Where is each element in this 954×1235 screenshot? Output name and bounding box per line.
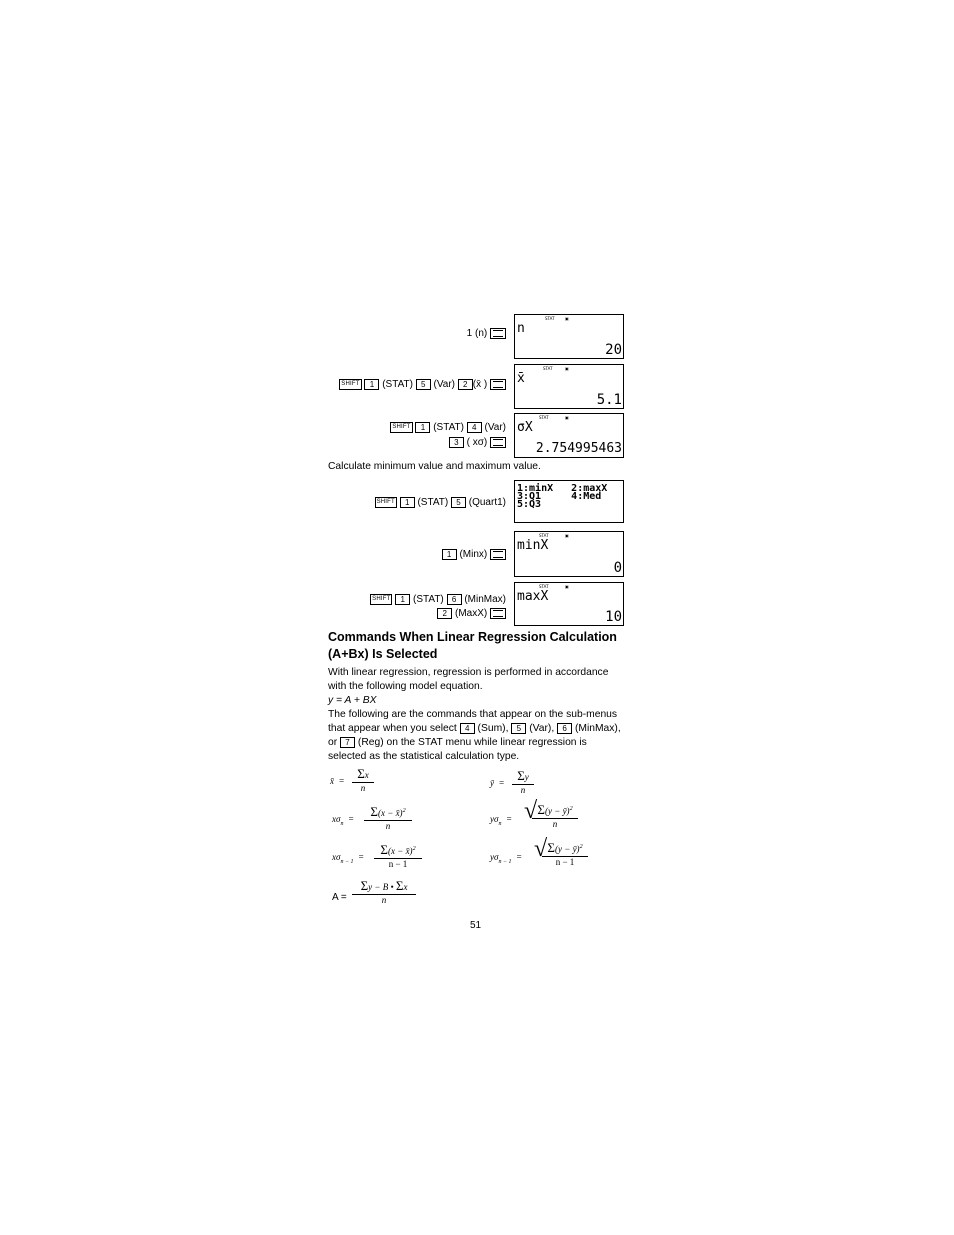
key-1: 1 — [442, 549, 457, 560]
step-label: (Var) — [484, 422, 506, 433]
step-sigma — [390, 421, 506, 434]
para-text: (Sum), — [477, 723, 509, 734]
cursor-indicator: ▣ — [565, 415, 569, 420]
lcd-screen-minx — [514, 531, 624, 577]
key-6: 6 — [557, 723, 572, 734]
step-label: (MaxX) — [454, 608, 488, 619]
key-2: 2 — [458, 379, 473, 390]
formula-ysigma-n1: $y\sigma_{n - 1}$ = √ $\frac{\Sigma(y - ȳ)^2}{n - 1}$ — [490, 838, 630, 874]
section-heading: Commands When Linear Regression Calculation (A+Bx) Is Selected — [328, 630, 617, 661]
key-5: 5 — [511, 723, 526, 734]
step-mean — [339, 378, 506, 391]
formula-xsigma-n: $x\sigma_n$ = $\frac{\Sigma(x - x̄)^2}{n}$ — [332, 804, 472, 836]
lcd-screen-n — [514, 314, 624, 359]
step-label: (Var) — [433, 379, 455, 390]
shift-key: SHIFT — [370, 594, 392, 605]
step-label: (Minx) — [459, 549, 488, 560]
lcd-expression: maxX — [517, 589, 549, 604]
stat-indicator: STAT — [539, 584, 549, 589]
formula-A: A = $\frac{\Sigma y - B • \Sigma x}{n}$ — [332, 878, 472, 910]
step-label: (STAT) — [417, 497, 449, 508]
lcd-result: 0 — [613, 560, 622, 576]
step-quart — [375, 496, 506, 509]
stat-indicator: STAT — [543, 366, 553, 371]
lcd-screen-maxx — [514, 582, 624, 626]
step-label: ( xσ) — [466, 437, 488, 448]
page-number: 51 — [470, 920, 482, 931]
lcd-menu: 1:minX 2:maxX 3:Q1 4:Med 5:Q3 — [517, 483, 608, 510]
step-label: (x̄ ) — [472, 379, 488, 390]
stat-indicator: STAT — [539, 415, 549, 420]
lcd-expression: σX — [517, 420, 533, 435]
stat-indicator: STAT — [539, 533, 549, 538]
key-4: 4 — [467, 422, 482, 433]
lcd-result: 10 — [605, 609, 622, 625]
para-text: (Reg) on the STAT menu while linear regression is selected as the statistical calculation type. — [328, 737, 587, 762]
step-label: 1 (n) — [466, 328, 488, 339]
shift-key: SHIFT — [390, 422, 412, 433]
key-3: 3 — [449, 437, 464, 448]
commands-paragraph — [328, 708, 628, 764]
lcd-screen-mean — [514, 364, 624, 409]
key-1: 1 — [400, 497, 415, 508]
shift-key: SHIFT — [375, 497, 397, 508]
lcd-result: 20 — [605, 342, 622, 358]
key-1: 1 — [415, 422, 430, 433]
key-5: 5 — [416, 379, 431, 390]
para-text: (Var), — [529, 723, 555, 734]
lcd-expression: x̄ — [517, 371, 525, 386]
key-7: 7 — [340, 737, 355, 748]
step-label: (STAT) — [433, 422, 464, 433]
key-2: 2 — [437, 608, 452, 619]
step-label: (Quart1) — [468, 497, 506, 508]
lcd-expression: n — [517, 321, 525, 336]
cursor-indicator: ▣ — [565, 366, 569, 371]
equals-key — [490, 379, 506, 390]
key-4: 4 — [460, 723, 475, 734]
step-sigma-2 — [449, 436, 506, 449]
lcd-screen-menu — [514, 480, 624, 523]
key-1: 1 — [364, 379, 379, 390]
step-n — [467, 327, 506, 340]
para-text: The following are the commands that appear on the sub-menus that appear when you select — [328, 709, 618, 734]
key-5: 5 — [451, 497, 466, 508]
equals-key — [490, 608, 506, 619]
shift-key: SHIFT — [339, 379, 361, 390]
step-maxx — [370, 593, 506, 606]
equals-key — [490, 437, 506, 448]
lcd-result: 2.754995463 — [535, 441, 622, 456]
step-maxx-2 — [437, 607, 506, 620]
equals-key — [490, 328, 506, 339]
key-1: 1 — [395, 594, 410, 605]
formula-xsigma-n1: $x\sigma_{n - 1}$ = $\frac{\Sigma(x - x̄)^2}{n - 1}$ — [332, 842, 472, 874]
para-text: (MinMax), or — [328, 723, 621, 748]
cursor-indicator: ▣ — [565, 584, 569, 589]
lcd-screen-sigma — [514, 413, 624, 458]
stat-indicator: STAT — [545, 316, 555, 321]
formula-ybar: ȳ = $\frac{\Sigma y}{n}$ — [490, 770, 630, 798]
equals-key — [490, 549, 506, 560]
model-equation: y = A + BX — [328, 695, 377, 706]
step-label: (STAT) — [382, 379, 413, 390]
step-minx — [442, 548, 506, 561]
lcd-expression: minX — [517, 538, 549, 553]
lcd-result: 5.1 — [596, 392, 622, 408]
step-label: (MinMax) — [464, 594, 506, 605]
formula-ysigma-n: $y\sigma_n$ = √ $\frac{\Sigma(y - ȳ)^2}{n}$ — [490, 800, 630, 836]
key-6: 6 — [447, 594, 462, 605]
minmax-intro: Calculate minimum value and maximum value. — [328, 461, 541, 472]
step-label: (STAT) — [413, 594, 444, 605]
formula-xbar: x̄ = $\frac{\Sigma x}{n}$ — [330, 768, 470, 796]
cursor-indicator: ▣ — [565, 533, 569, 538]
cursor-indicator: ▣ — [565, 316, 569, 321]
intro-paragraph: With linear regression, regression is performed in accordance with the following model equation. — [328, 667, 609, 692]
